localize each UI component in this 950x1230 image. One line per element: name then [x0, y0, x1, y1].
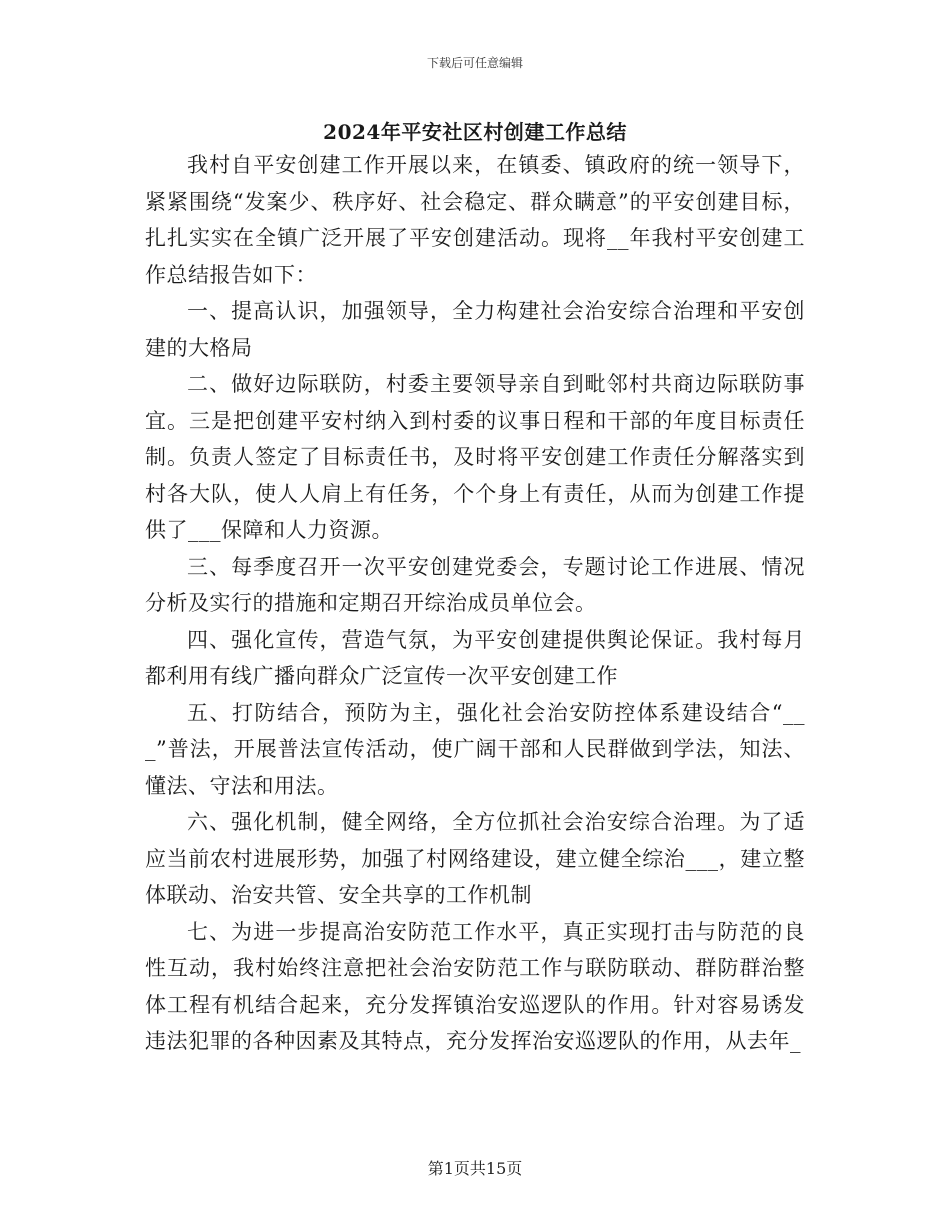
- paragraph-section-3: 三、每季度召开一次平安创建党委会，专题讨论工作进展、情况分析及实行的措施和定期召开综治成员单位会。: [145, 554, 805, 615]
- paragraph-section-4: 四、强化宣传，营造气氛，为平安创建提供舆论保证。我村每月都利用有线广播向群众广泛宣传一次平安创建工作: [145, 627, 805, 688]
- document-title: 2024年平安社区村创建工作总结: [323, 120, 627, 144]
- page-number-footer: 第1页共15页: [427, 1159, 523, 1178]
- document-body: [145, 147, 805, 1060]
- paragraph-section-6: 六、强化机制，健全网络，全方位抓社会治安综合治理。为了适应当前农村进展形势，加强了村网络建设，建立健全综治___，建立整体联动、治安共管、安全共享的工作机制: [145, 810, 805, 907]
- paragraph-section-1: 一、提高认识，加强领导，全力构建社会治安综合治理和平安创建的大格局: [145, 299, 805, 360]
- paragraph-section-7: 七、为进一步提高治安防范工作水平，真正实现打击与防范的良性互动，我村始终注意把社会治安防范工作与联防联动、群防群治整体工程有机结合起来，充分发挥镇治安巡逻队的作用。针对容易诱发违法犯罪的各种因素及其特点，充分发挥治安巡逻队的作用，从去年_: [145, 919, 805, 1053]
- paragraph-intro: 我村自平安创建工作开展以来，在镇委、镇政府的统一领导下，紧紧围绕“发案少、秩序好、社会稳定、群众瞒意”的平安创建目标，扎扎实实在全镇广泛开展了平安创建活动。现将__年我村平安创建工作总结报告如下：: [145, 153, 805, 287]
- header-note: 下载后可任意编辑: [426, 56, 523, 70]
- paragraph-section-2: 二、做好边际联防，村委主要领导亲自到毗邻村共商边际联防事宜。三是把创建平安村纳入到村委的议事日程和干部的年度目标责任制。负责人签定了目标责任书，及时将平安创建工作责任分解落实到村各大队，使人人肩上有任务，个个身上有责任，从而为创建工作提供了___保障和人力资源。: [145, 372, 805, 542]
- paragraph-section-5: 五、打防结合，预防为主，强化社会治安防控体系建设结合“___”普法，开展普法宣传活动，使广阔干部和人民群做到学法，知法、懂法、守法和用法。: [145, 700, 805, 798]
